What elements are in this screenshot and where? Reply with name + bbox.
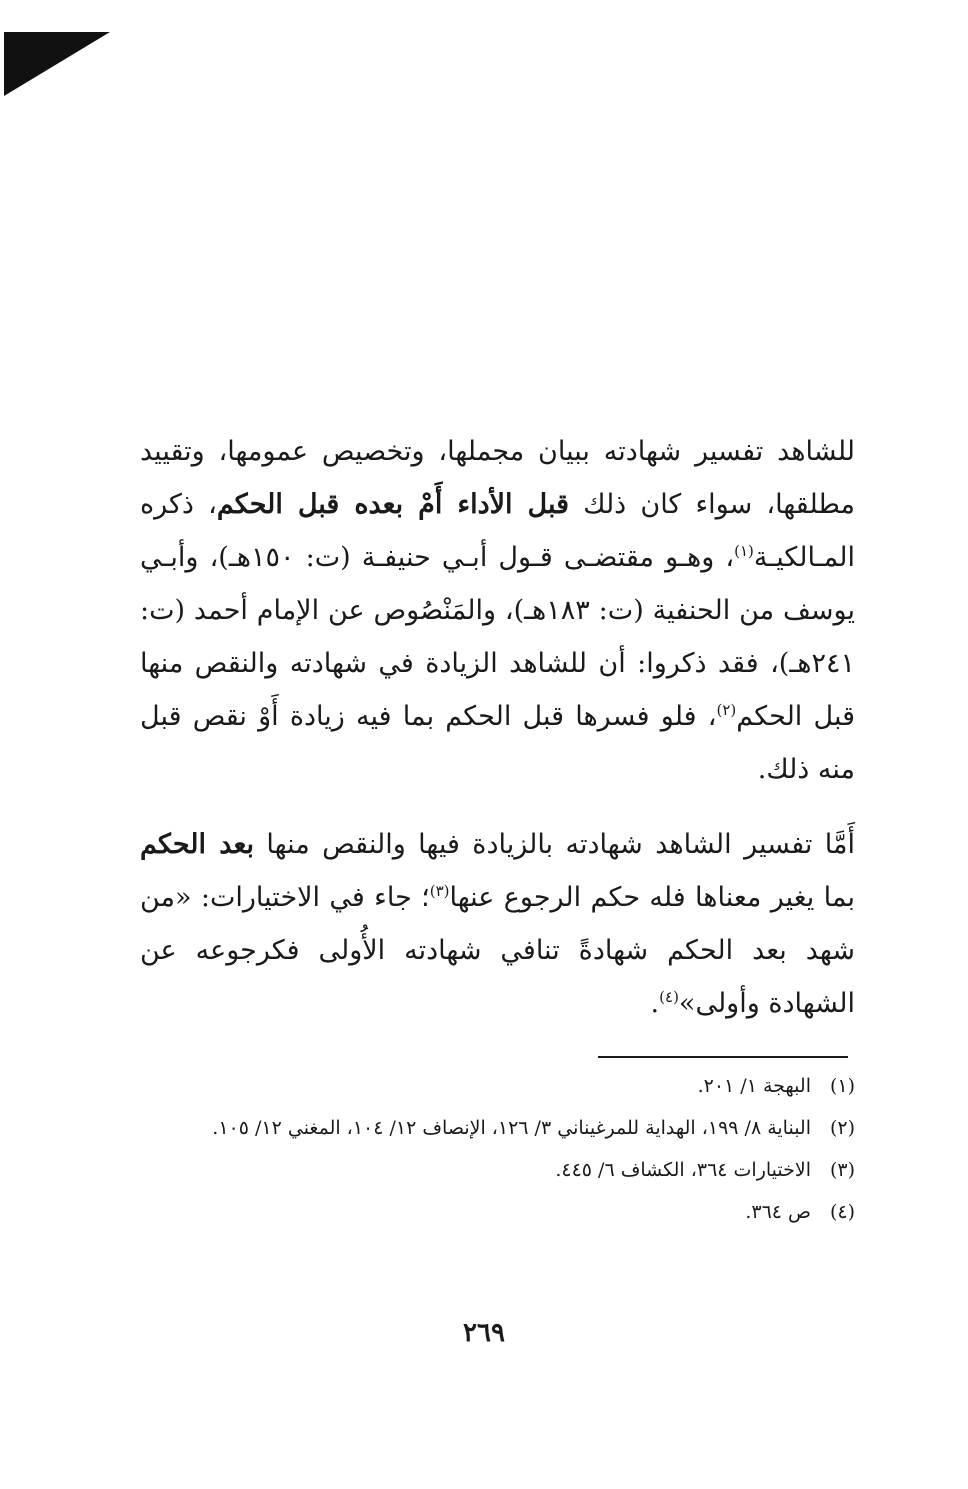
paragraph-1 [140,425,855,796]
corner-triangle-mark [0,0,112,100]
footnote-item [140,1068,855,1104]
footnote-item [140,1194,855,1230]
paragraph-1-bold-phrase: قبل الأداء أَمْ بعده قبل الحكم [216,489,570,520]
footnote-ref-2[interactable]: (٢) [716,701,737,719]
footnote-text: البناية ٨/ ١٩٩، الهداية للمرغيناني ٣/ ١٢٦، الإنصاف ١٢/ ١٠٤، المغني ١٢/ ١٠٥. [212,1117,811,1139]
footnote-ref-4[interactable]: (٤) [659,988,679,1006]
footnote-ref-3[interactable]: (٣) [429,882,450,900]
main-text [140,425,855,1030]
paragraph-1-text-d: ، فلو فسرها قبل الحكم بما فيه زيادة أَوْ نقص قبل منه ذلك. [140,701,855,785]
paragraph-2-text-d: . [650,988,660,1019]
footnotes-list [140,1068,855,1236]
footnote-number: (٢) [829,1117,855,1139]
paragraph-2 [140,818,855,1030]
paragraph-1-text-a: للشاهد تفسير شهادته ببيان مجملها، وتخصيص عمومها، وتقييد مطلقها، سواء كان ذلك [140,436,855,520]
footnote-number: (٣) [829,1159,855,1181]
footnote-separator [598,1056,848,1058]
footnote-item [140,1152,855,1188]
footnote-text: ص ٣٦٤. [745,1201,811,1223]
footnote-ref-1[interactable]: (١) [734,542,754,560]
footnote-number: (٤) [829,1201,855,1223]
page-number: ٢٦٩ [463,1318,505,1348]
paragraph-2-text-a: أَمَّا تفسير الشاهد شهادته بالزيادة فيها والنقص منها [253,829,855,860]
footnote-item [140,1110,855,1146]
paragraph-2-bold-phrase: بعد الحكم [140,829,254,860]
footnote-number: (١) [829,1075,855,1097]
footnote-text: الاختيارات ٣٦٤، الكشاف ٦/ ٤٤٥. [555,1159,811,1181]
paragraph-1-text-b: ، ذكره المـالكيـة [140,489,856,573]
footnote-text: البهجة ١/ ٢٠١. [697,1075,811,1097]
paragraph-2-text-c: ؛ جاء في الاختيارات: «من شهد بعد الحكم شهادةً تنافي شهادته الأُولى فكرجوعه عن الشهادة وأولى» [140,882,855,1019]
paragraph-1-text-c: ، وهـو مقتضـى قـول أبـي حنيفـة (ت: ١٥٠هـ)، وأبـي يوسف من الحنفية (ت: ١٨٣هـ)، والمَنْصُوص عن الإمام أحمد (ت: ٢٤١هـ)، فقد ذكروا: أن للشاهد الزيادة في شهادته والنقص منها قبل الحكم [140,542,855,732]
paragraph-2-text-b: بما يغير معناها فله حكم الرجوع عنها [449,882,856,913]
